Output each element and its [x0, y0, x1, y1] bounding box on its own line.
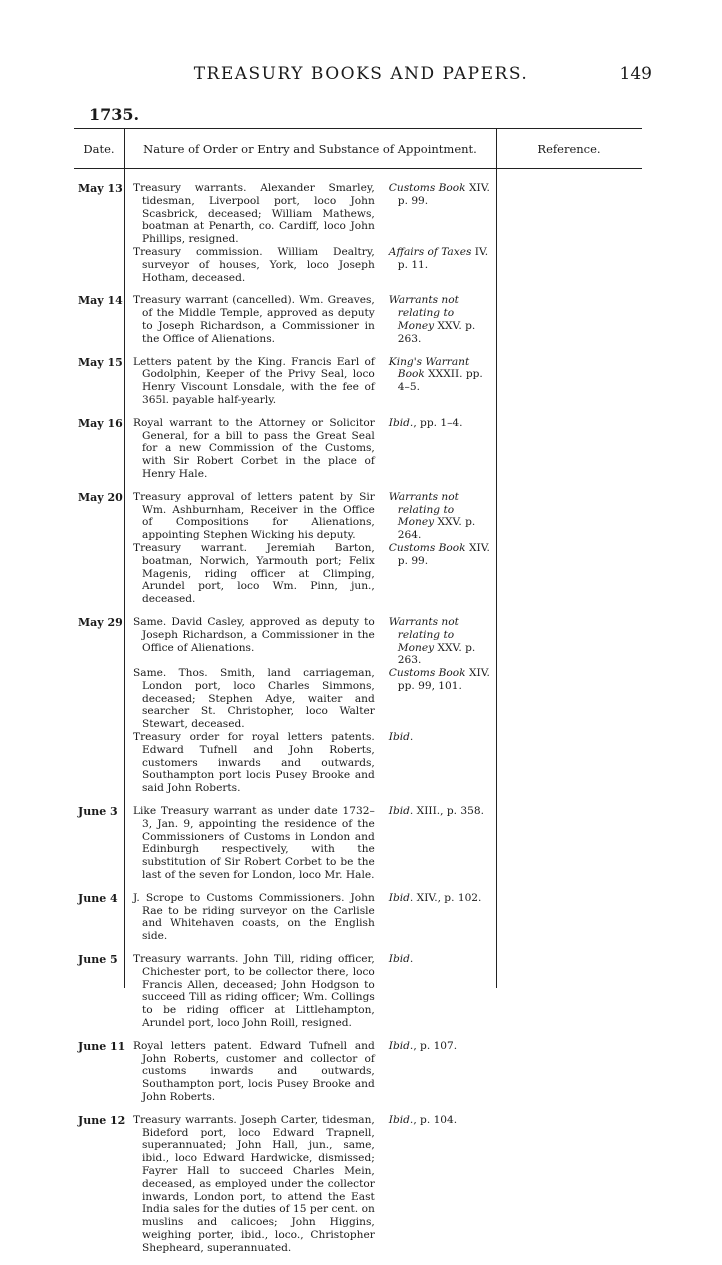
reference-location: XIV. p. 99. [397, 182, 490, 207]
entry-body [133, 491, 493, 606]
column-header-date: Date. [83, 142, 115, 156]
entry-reference [389, 294, 493, 345]
entry-part [133, 667, 493, 731]
entry-reference [389, 667, 493, 731]
entry-text: Treasury warrants. John Till, riding officer, Chichester port, to be collector there, loco Francis Allen, deceased; John Hodgson to succeed Till as riding officer; Wm. Collings to be riding officer at Littlehampton, Arundel port, loco John Roill, resigned. [133, 953, 375, 1030]
entry-text: Treasury warrants. Alexander Smarley, tidesman, Liverpool port, loco John Scasbrick, deceased; William Mathews, boatman at Penarth, co. Cardiff, loco John Phillips, resigned. [133, 182, 375, 246]
table-row [74, 356, 642, 407]
entry-text: J. Scrope to Customs Commissioners. John Rae to be riding surveyor on the Carlisle and Whitehaven coasts, on the English side. [133, 891, 375, 943]
reference-location: IV. p. 11. [397, 245, 489, 271]
reference-source: Customs Book [388, 541, 466, 554]
entry-text: Same. David Casley, approved as deputy to Joseph Richardson, a Commissioner in the Office of Alienations. [133, 615, 375, 654]
page-number: 149 [619, 64, 652, 84]
reference-source: Ibid. [388, 731, 414, 744]
reference-source: King's Warrant Book [388, 355, 470, 381]
entry-text: Treasury order for royal letters patents. Edward Tufnell and John Roberts, customers inwards and outwards, Southampton port locis Pusey Brooke and said John Roberts. [133, 731, 375, 795]
reference-source: Customs Book [388, 667, 466, 680]
reference-source: Ibid. [388, 805, 414, 818]
entry-part [133, 182, 493, 246]
entry-reference [389, 491, 493, 542]
entry-part [133, 294, 493, 345]
entry-reference [389, 182, 493, 246]
entry-reference [389, 246, 493, 284]
table-row [74, 294, 642, 345]
entry-body [133, 616, 493, 795]
reference-source: Ibid. [388, 1039, 414, 1052]
table-row [74, 491, 642, 606]
entry-part [133, 805, 493, 882]
entry-part [133, 1114, 493, 1255]
entry-text: Treasury warrants. Joseph Carter, tidesman, Bideford port, loco Edward Trapnell, superannuated; John Hall, jun., same, ibid., loco Edward Hardwicke, dismissed; Fayrer Hall to succeed Charles Mein, deceased, as employed under the collector inwards, London port, to attend the East India sales for the duties of 15 per cent. on muslins and calicoes; John Higgins, weighing porter, ibid., loco., Christopher Shepheard, superannuated. [133, 1113, 375, 1254]
entry-part [133, 1040, 493, 1104]
entry-part [133, 417, 493, 481]
entry-reference [389, 953, 493, 1030]
reference-source: Customs Book [388, 182, 466, 194]
table-row [74, 417, 642, 481]
entry-reference [389, 892, 493, 943]
entry-text: Letters patent by the King. Francis Earl of Godolphin, Keeper of the Privy Seal, loco Henry Viscount Lonsdale, with the fee of 365l. payable half-yearly. [133, 355, 375, 406]
entry-reference [389, 731, 493, 795]
entry-text: Treasury warrant. Jeremiah Barton, boatman, Norwich, Yarmouth port; Felix Magenis, riding officer at Climping, Arundel port, loco Wm. Pinn, jun., deceased. [133, 541, 375, 606]
entry-part [133, 731, 493, 795]
table-header-rule [74, 168, 642, 169]
entry-reference [389, 805, 493, 882]
entry-text: Treasury warrant (cancelled). Wm. Greaves, of the Middle Temple, approved as deputy to Joseph Richardson, a Commissioner in the Office of Alienations. [133, 294, 375, 345]
entry-body [133, 805, 493, 882]
entry-body [133, 356, 493, 407]
entry-part [133, 542, 493, 606]
entry-date: May 14 [78, 294, 123, 308]
entry-text: Royal letters patent. Edward Tufnell and John Roberts, customer and collector of customs inwards and outwards, Southampton port, locis Pusey Brooke and John Roberts. [133, 1039, 375, 1103]
entry-body [133, 892, 493, 943]
entries-table [74, 128, 642, 1254]
entry-part [133, 953, 493, 1030]
entries-list [74, 182, 642, 1265]
reference-location: , p. 104. [413, 1113, 458, 1126]
table-row [74, 1114, 642, 1255]
reference-location: XXV. p. 263. [397, 319, 476, 345]
entry-text: Treasury commission. William Dealtry, surveyor of houses, York, loco Joseph Hotham, deceased. [133, 245, 375, 284]
entry-reference [389, 1040, 493, 1104]
reference-location: XXXII. pp. 4–5. [397, 368, 483, 394]
entry-date: June 3 [78, 805, 118, 819]
reference-location: XXV. p. 264. [397, 516, 476, 542]
entry-text: Same. Thos. Smith, land carriageman, London port, loco Charles Simmons, deceased; Stephen Adye, waiter and searcher St. Christopher, loco Walter Stewart, deceased. [133, 667, 375, 731]
entry-body [133, 417, 493, 481]
entry-part [133, 892, 493, 943]
entry-date: May 16 [78, 416, 123, 430]
entry-body [133, 182, 493, 284]
reference-location: , p. 107. [413, 1039, 458, 1052]
entry-reference [389, 542, 493, 606]
entry-part [133, 491, 493, 542]
entry-text: Like Treasury warrant as under date 1732–3, Jan. 9, appointing the residence of the Commissioners of Customs in London and Edinburgh respectively, with the substitution of Sir Robert Corbet to be the last of the seven for London, loco Mr. Hale. [133, 805, 375, 882]
reference-location: XIII., p. 358. [413, 805, 484, 818]
reference-location: XIV., p. 102. [413, 891, 482, 904]
entry-date: May 13 [78, 182, 123, 195]
entry-part [133, 616, 493, 667]
entry-date: May 15 [78, 355, 123, 369]
entry-body [133, 1114, 493, 1255]
column-header-nature: Nature of Order or Entry and Substance of Appointment. [143, 142, 477, 156]
running-title: TREASURY BOOKS AND PAPERS. [193, 64, 529, 84]
entry-text: Royal warrant to the Attorney or Solicitor General, for a bill to pass the Great Seal for a new Commission of the Customs, with Sir Robert Corbet in the place of Henry Hale. [133, 416, 375, 480]
entry-body [133, 953, 493, 1030]
entry-reference [389, 417, 493, 481]
entry-text: Treasury approval of letters patent by Sir Wm. Ashburnham, Receiver in the Office of Compositions for Alienations, appointing Stephen Wicking his deputy. [133, 490, 375, 542]
year-heading: 1735. [89, 105, 140, 124]
reference-source: Ibid. [388, 891, 414, 904]
entry-body [133, 1040, 493, 1104]
column-header-reference: Reference. [537, 142, 601, 156]
reference-source: Ibid. [388, 953, 414, 966]
entry-date: May 20 [78, 490, 123, 504]
reference-source: Warrants not relating to Money [388, 615, 459, 654]
entry-reference [389, 616, 493, 667]
entry-date: June 5 [78, 953, 118, 967]
reference-source: Affairs of Taxes [388, 245, 472, 258]
table-top-rule [74, 128, 642, 129]
entry-part [133, 356, 493, 407]
entry-reference [389, 356, 493, 407]
entry-date: May 29 [78, 615, 123, 629]
entry-date: June 4 [78, 891, 118, 905]
reference-source: Ibid. [388, 416, 414, 429]
entry-body [133, 294, 493, 345]
reference-location: , pp. 1–4. [413, 416, 463, 429]
reference-location: XIV. pp. 99, 101. [397, 667, 490, 692]
reference-source: Warrants not relating to Money [388, 294, 459, 332]
table-row [74, 892, 642, 943]
table-row [74, 1040, 642, 1104]
table-row [74, 805, 642, 882]
table-row [74, 616, 642, 795]
entry-reference [389, 1114, 493, 1255]
reference-location: XIV. p. 99. [397, 541, 490, 567]
table-row [74, 953, 642, 1030]
page-header [0, 60, 722, 90]
entry-date: June 12 [78, 1113, 126, 1127]
reference-location: XXV. p. 263. [397, 641, 476, 667]
table-row [74, 182, 642, 284]
entry-part [133, 246, 493, 284]
reference-source: Warrants not relating to Money [388, 490, 459, 529]
reference-source: Ibid. [388, 1113, 414, 1126]
entry-date: June 11 [78, 1039, 126, 1053]
